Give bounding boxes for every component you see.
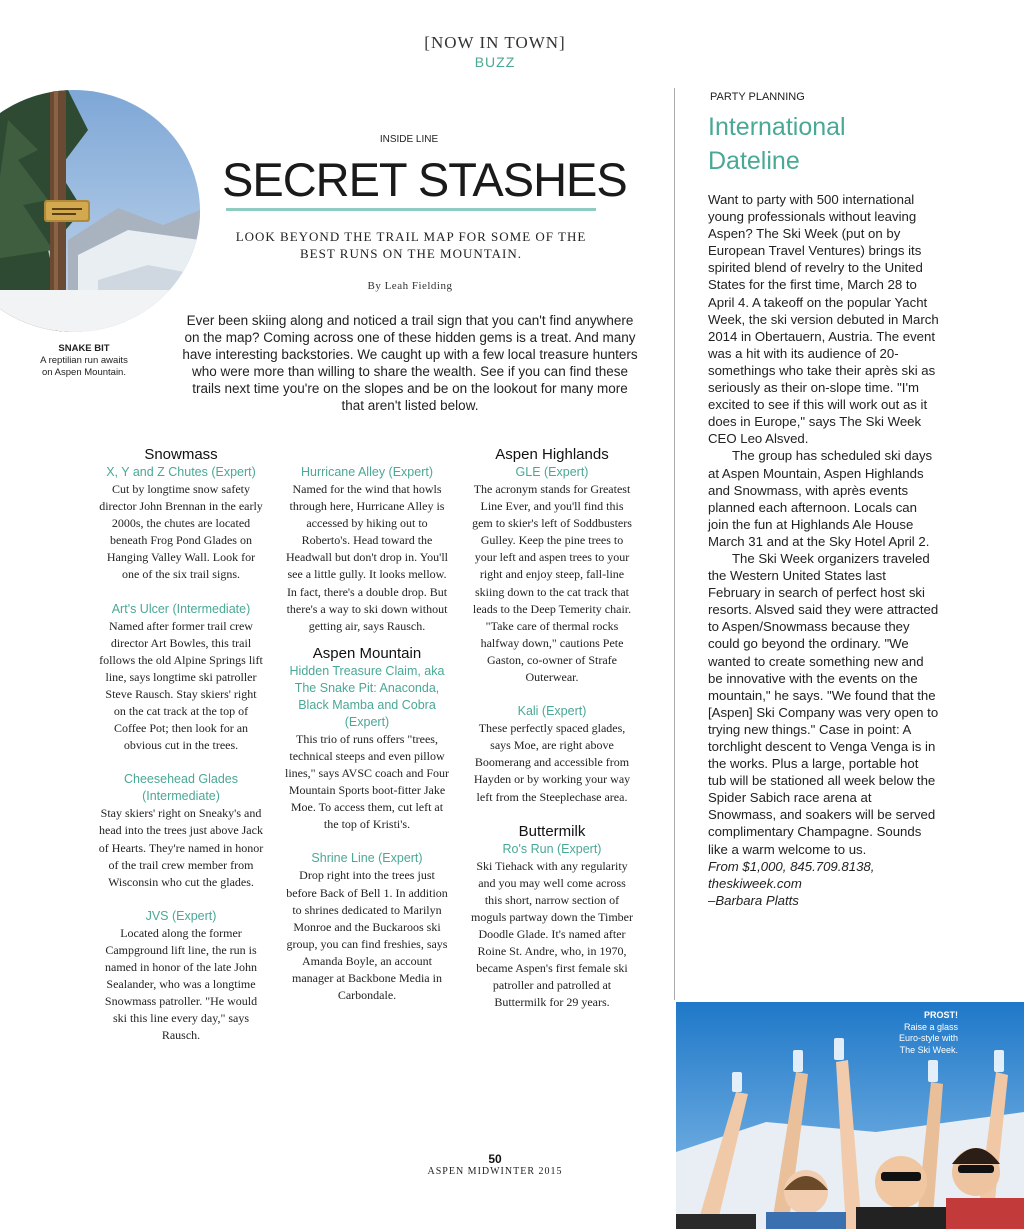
trail-description: Stay skiers' right on Sneaky's and head into the trees just above Jack of Hearts. They're named in honor of the trail crew member from Wisconsin who cut the glades.	[98, 806, 264, 889]
region-heading-empty	[284, 446, 450, 464]
article-intro: Ever been skiing along and noticed a trail sign that you can't find anywhere on the map? Coming across one of these hidden gems is a treat. And many have interesting backstories. We caught up with a few local treasure hunters who were more than willing to share the wealth. See if you can find these trails next time you're on the slopes and be on the lookout for many more that aren't listed below.	[182, 313, 638, 414]
sidebar-info: From $1,000, 845.709.8138, theskiweek.com	[708, 858, 875, 891]
region-heading: Aspen Mountain	[312, 644, 422, 662]
trail-name: JVS (Expert)	[145, 908, 217, 923]
trail-description: This trio of runs offers "trees, technical steeps and even pillow lines," says AVSC coach and Four Mountain Sports boot-fitter Jake Moe. To access them, cut left at the top of Kristi's.	[284, 731, 449, 832]
trail-description: Located along the former Campground lift line, the run is named in honor of the late John Sealander, who was a longtime Snowmass patroller. "He would ski this line every day," says Rausch.	[104, 925, 258, 1043]
trail-name: Cheesehead Glades (Intermediate)	[124, 772, 238, 804]
section-label: [NOW IN TOWN]	[424, 33, 566, 52]
region-heading: Buttermilk	[518, 822, 586, 840]
photo-caption	[38, 343, 130, 379]
article-deck: LOOK BEYOND THE TRAIL MAP FOR SOME OF THE BEST RUNS ON THE MOUNTAIN.	[235, 229, 587, 261]
trail-name: Art's Ulcer (Intermediate)	[111, 601, 251, 616]
trail-description: Ski Tiehack with any regularity and you may well come across this short, narrow section of moguls partway down the Timber Doodle Glade. It's named after Roine St. Andre, who, in 1970, became Aspen's first female ski patroller and patrolled at Buttermilk for 29 years.	[471, 858, 633, 1010]
trail-column-3	[469, 446, 635, 1028]
photo-caption-text: A reptilian run awaits on Aspen Mountain.	[40, 355, 128, 378]
trail-name: Hidden Treasure Claim, aka The Snake Pit: Anaconda, Black Mamba and Cobra (Expert)	[289, 663, 445, 729]
sidebar-paragraph: Want to party with 500 international young professionals without leaving Aspen? The Ski Week (put on by European Travel Ventures) brings its spirited blend of revelry to the United States for the first time, March 28 to April 4. A takeoff on the popular Yacht Week, the ski version debuted in March 2014 in Obertauern, Austria. The event was a hit with its audience of 20-somethings who take their après ski as seriously as their on-slope time. "I'm excited to see if this will work out as it does in Europe," says The Ski Week CEO Leo Alsved.	[708, 192, 939, 447]
trail-column-2	[284, 446, 450, 1021]
sidebar-title: International Dateline	[708, 113, 846, 175]
sidebar-paragraph: The Ski Week organizers traveled the Western United States last February in search of perfect host ski resorts. Alsved said they were attracted to Aspen/Snowmass because they could go beyond the ordinary. "We wanted to create something new and be innovative with the events on the mountain," he says. "We found that the [Aspen] Ski Company was very open to trying new things." Case in point: A torchlight descent to Venga Venga is in the works. Plus a large, portable hot tub will be stationed all week below the Spider Sabich race arena at Snowmass, and soakers will be served complimentary Champagne. Sounds like a warm welcome to us.	[708, 550, 939, 857]
sidebar-paragraph: The group has scheduled ski days at Aspen Mountain, Aspen Highlands and Snowmass, with après events planned each afternoon. Locals can join the fun at Highlands Ale House March 31 and at the Sky Hotel April 2.	[708, 448, 933, 549]
page-number: 50	[488, 1152, 502, 1166]
trail-name: X, Y and Z Chutes (Expert)	[106, 465, 256, 479]
prost-photo	[676, 1002, 1024, 1229]
prost-caption-title: PROST!	[923, 1010, 958, 1020]
sidebar-body	[708, 191, 940, 909]
region-heading: Aspen Highlands	[495, 446, 609, 463]
trail-description: Cut by longtime snow safety director John Brennan in the early 2000s, the chutes are located beneath Frog Pond Glades on Hanging Valley Wall. Look for one of the six trail signs.	[99, 482, 263, 582]
section-header	[0, 33, 990, 70]
headline-underline	[226, 208, 596, 211]
article-kicker: INSIDE LINE	[379, 134, 439, 145]
trail-name: GLE (Expert)	[515, 465, 589, 479]
trail-column-1	[98, 446, 264, 1061]
sidebar-author: –Barbara Platts	[708, 892, 799, 908]
trail-name: Kali (Expert)	[517, 704, 587, 719]
article-headline: SECRET STASHES	[222, 153, 627, 206]
subsection-label: BUZZ	[474, 54, 516, 70]
trail-name: Shrine Line (Expert)	[311, 851, 423, 866]
trail-description: Named for the wind that howls through here, Hurricane Alley is accessed by hiking out to Roberto's. Head toward the Headwall but don't drop in. You'll see a little gully. It looks mellow. In fact, there's a double drop. But there's a way to ski down without getting air, says Rausch.	[286, 482, 448, 633]
article-byline: By Leah Fielding	[367, 280, 453, 292]
sidebar-kicker: PARTY PLANNING	[710, 91, 805, 103]
trail-description: Named after former trail crew director Art Bowles, this trail follows the old Alpine Springs lift line, says longtime ski patroller Steve Rausch. Stay skiers' right on the cat track at the top of Coffee Pot; then look for an obvious cut in the trees.	[99, 618, 263, 753]
prost-caption-text: Raise a glass Euro-style with The Ski Week.	[898, 1021, 958, 1055]
trail-description: These perfectly spaced glades, says Moe, are right above Boomerang and accessible from Hayden or by working your way left from the Steeplechase area.	[473, 721, 631, 804]
trail-name: Ro's Run (Expert)	[502, 841, 602, 856]
page-folio	[380, 1152, 610, 1177]
trail-description: The acronym stands for Greatest Line Ever, and you'll find this gem to skier's left of Soddbusters Gulley. Keep the pine trees to your left and aspen trees to your right and enjoy steep, fall-line skiing down to the cat track that leads to the Deep Temerity chair. "Take care of thermal rocks halfway down," cautions Pete Gaston, co-owner of Strafe Outerwear.	[472, 482, 632, 685]
snake-bit-photo	[0, 90, 200, 332]
trail-name: Hurricane Alley (Expert)	[301, 465, 433, 479]
region-heading: Snowmass	[144, 446, 218, 463]
photo-caption-title: SNAKE BIT	[58, 343, 110, 354]
prost-caption	[890, 1010, 958, 1056]
trail-description: Drop right into the trees just before Back of Bell 1. In addition to shrines dedicated to Marilyn Monroe and the Buckaroos ski group, you can find freshies, says Amanda Boyle, an account manager at Backbone Media in Carbondale.	[286, 868, 448, 1003]
sidebar-divider	[674, 88, 675, 1000]
publication-name: ASPEN MIDWINTER 2015	[427, 1166, 563, 1177]
